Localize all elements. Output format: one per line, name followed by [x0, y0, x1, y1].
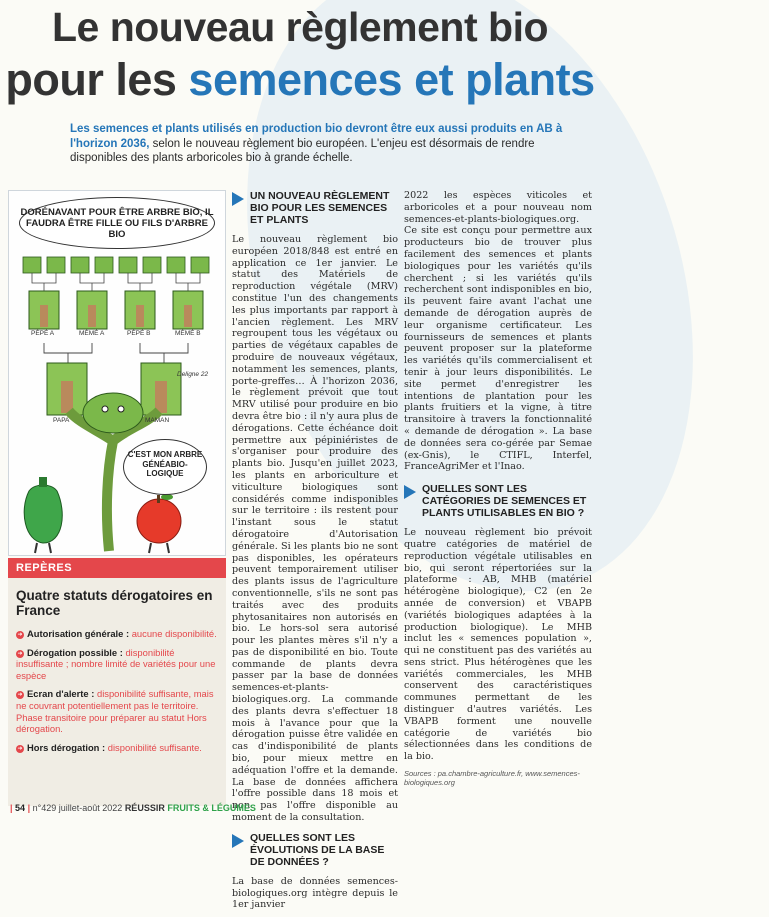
reperes-item: ➜ Dérogation possible : disponibilité insuffisante ; nombre limité de variétés pour une espèce: [16, 646, 216, 681]
section-heading: UN NOUVEAU RÈGLEMENT BIO POUR LES SEMENCES ET PLANTS: [232, 190, 398, 226]
label-maman: MAMAN: [145, 417, 170, 424]
label-meme-a: MÉMÉ A: [79, 330, 105, 337]
page-number: 54: [15, 803, 26, 813]
label-pepe-a: PÉPÉ A: [31, 330, 55, 337]
reperes-item: ➜ Ecran d'alerte : disponibilité suffisante, mais ne couvrant potentiellement pas le territoire. Phase transitoire pour préparer au statut Hors dérogation.: [16, 688, 214, 735]
magazine-section: FRUITS & LÉGUMES: [167, 803, 256, 813]
page-title-line2: pour les semences et plants: [5, 54, 595, 105]
cartoon-signature: Deligne 22: [177, 371, 209, 378]
arrow-icon: ➜: [17, 632, 23, 638]
magazine-name: RÉUSSIR: [124, 803, 165, 813]
section-heading: QUELLES SONT LES CATÉGORIES DE SEMENCES ET PLANTS UTILISABLES EN BIO ?: [404, 483, 592, 519]
label-pepe-b: PÉPÉ B: [127, 330, 151, 337]
cartoon-speech-bubble-2: C'EST MON ARBRE GÉNÉABIO-LOGIQUE: [123, 439, 207, 495]
reperes-title: Quatre statuts dérogatoires en France: [16, 588, 213, 618]
label-meme-b: MÉMÉ B: [175, 330, 201, 337]
reperes-item: ➜ Hors dérogation : disponibilité suffisante.: [17, 741, 202, 753]
issue-info: n°429 juillet-août 2022: [32, 803, 123, 813]
label-papa: PAPA: [53, 417, 70, 424]
paragraph: La base de données semences-biologiques.org intègre depuis le 1er janvier: [232, 875, 398, 911]
lead-rest: selon le nouveau règlement bio européen. L'enjeu est désormais de rendre disponibles des plants arboricoles bio à grande échelle.: [70, 137, 535, 164]
arrow-icon: ➜: [17, 692, 23, 699]
reperes-item: ➜ Autorisation générale : aucune disponibilité.: [17, 628, 217, 639]
paragraph: Le nouveau règlement bio européen 2018/848 est entré en application ce 1er janvier. Le statut des Matériels de reproduction végétale (MRV) constitue l'un des changements les plus importants par rapport à l'ancien règlement. Les MRV regroupent tous les végétaux ou parties de végétaux capables de produire de nouveaux végétaux, notamment les semences, plants, porte-greffes… À l'horizon 2036, le règlement prévoit que tout MRV utilisé pour produire en bio devra être bio : il n'y aura plus de dérogations. Cette échéance doit permettre aux pépiniéristes de s'organiser pour produire des plants bio. Jusqu'en juillet 2023, les plants en arboriculture et viticulture biologiques sont considérés comme indisponibles sur le territoire : ils restent pour l'instant sous le statut dérogatoire d'Autorisation générale. Si les plants bio ne sont pas disponibles, les opérateurs peuvent temporairement utiliser des plants issus de l'agriculture conventionnelle, s'ils ne sont pas traités avec des produits phytosanitaires non autorisés en bio. Le hors-sol sera autorisé pour les plantes mères s'il n'y a pas de disponibilité en bio. Toute commande de plants devra passer par la base de données semences-et-plants-biologiques.org. La commande des plants devra s'effectuer 18 mois à l'avance pour que la dérogation puisse être validée en cas d'indisponibilité de plants bio, pour mieux mettre en adéquation l'offre et la demande. La base de données affichera l'offre possible dans 18 mois et non pas l'offre disponible au moment de la consultation.: [232, 234, 398, 824]
paragraph: 2022 les espèces viticoles et arboricoles et a pour nouveau nom semences-et-plants-biologiques.org. Ce site est conçu pour permettre aux producteurs bio de trouver plus facilement des semences et plants biologiques pour les variétés qu'ils cherchent ; si les variétés qu'ils recherchent sont indisponibles en bio, ils peuvent faire avant l'achat une demande de dérogation auprès de leur organisme certificateur. Les fournisseurs de semences et plants peuvent proposer sur la plateforme les variétés qu'ils commercialisent et tenir à jour leurs disponibilités. Le site permet d'enregistrer les intentions de plantation pour les plants fruitiers et la vigne, à titre transitoire à travers la fonctionnalité « demande de dérogation ». La base de données sera co-gérée par Semae (ex-Gnis), le CTIFL, Interfel, FranceAgriMer et l'Inao.: [404, 190, 592, 473]
cartoon-illustration: [8, 190, 226, 556]
arrow-icon: ➜: [17, 745, 23, 752]
reperes-box: [8, 558, 226, 806]
title-highlight: semences et plants: [188, 54, 595, 105]
sources: Sources : pa.chambre-agriculture.fr, www.semences-biologiques.org: [404, 769, 580, 788]
article-column-3: [404, 190, 592, 787]
reperes-label: REPÈRES: [8, 558, 226, 578]
cartoon-speech-bubble: DORÉNAVANT POUR ÊTRE ARBRE BIO, IL FAUDRA ÊTRE FILLE OU FILS D'ARBRE BIO: [19, 197, 215, 249]
section-heading: QUELLES SONT LES ÉVOLUTIONS DE LA BASE DE DONNÉES ?: [232, 832, 398, 868]
page-title-line1: Le nouveau règlement bio: [51, 4, 549, 50]
lead-bold: Les semences et plants utilisés en production bio devront être eux aussi produits en AB à l'horizon 2036,: [70, 123, 563, 150]
arrow-icon: ➜: [17, 650, 23, 657]
article-lead: [70, 122, 580, 166]
paragraph: Le nouveau règlement bio prévoit quatre catégories de matériel de reproduction végétale utilisables en bio, qui seront répertoriées sur la plateforme : AB, MHB (matériel hétérogène biologique), C2 (en 2e année de conversion) et VBAPB (variétés biologiques adaptées à la production biologique). Le MHB inclut les « semences population », qui ne constituent pas des variétés au sens strict. Plus hétérogènes que les variétés commerciales, les MHB conservent des caractéristiques communes permettant de les distinguer d'autres variétés. Les VBAPB forment une nouvelle catégorie de variétés bio sélectionnées dans les conditions de la bio.: [404, 527, 592, 763]
page-footer: | 54 | n°429 juillet-août 2022 RÉUSSIR FRUITS & LÉGUMES: [10, 803, 256, 813]
